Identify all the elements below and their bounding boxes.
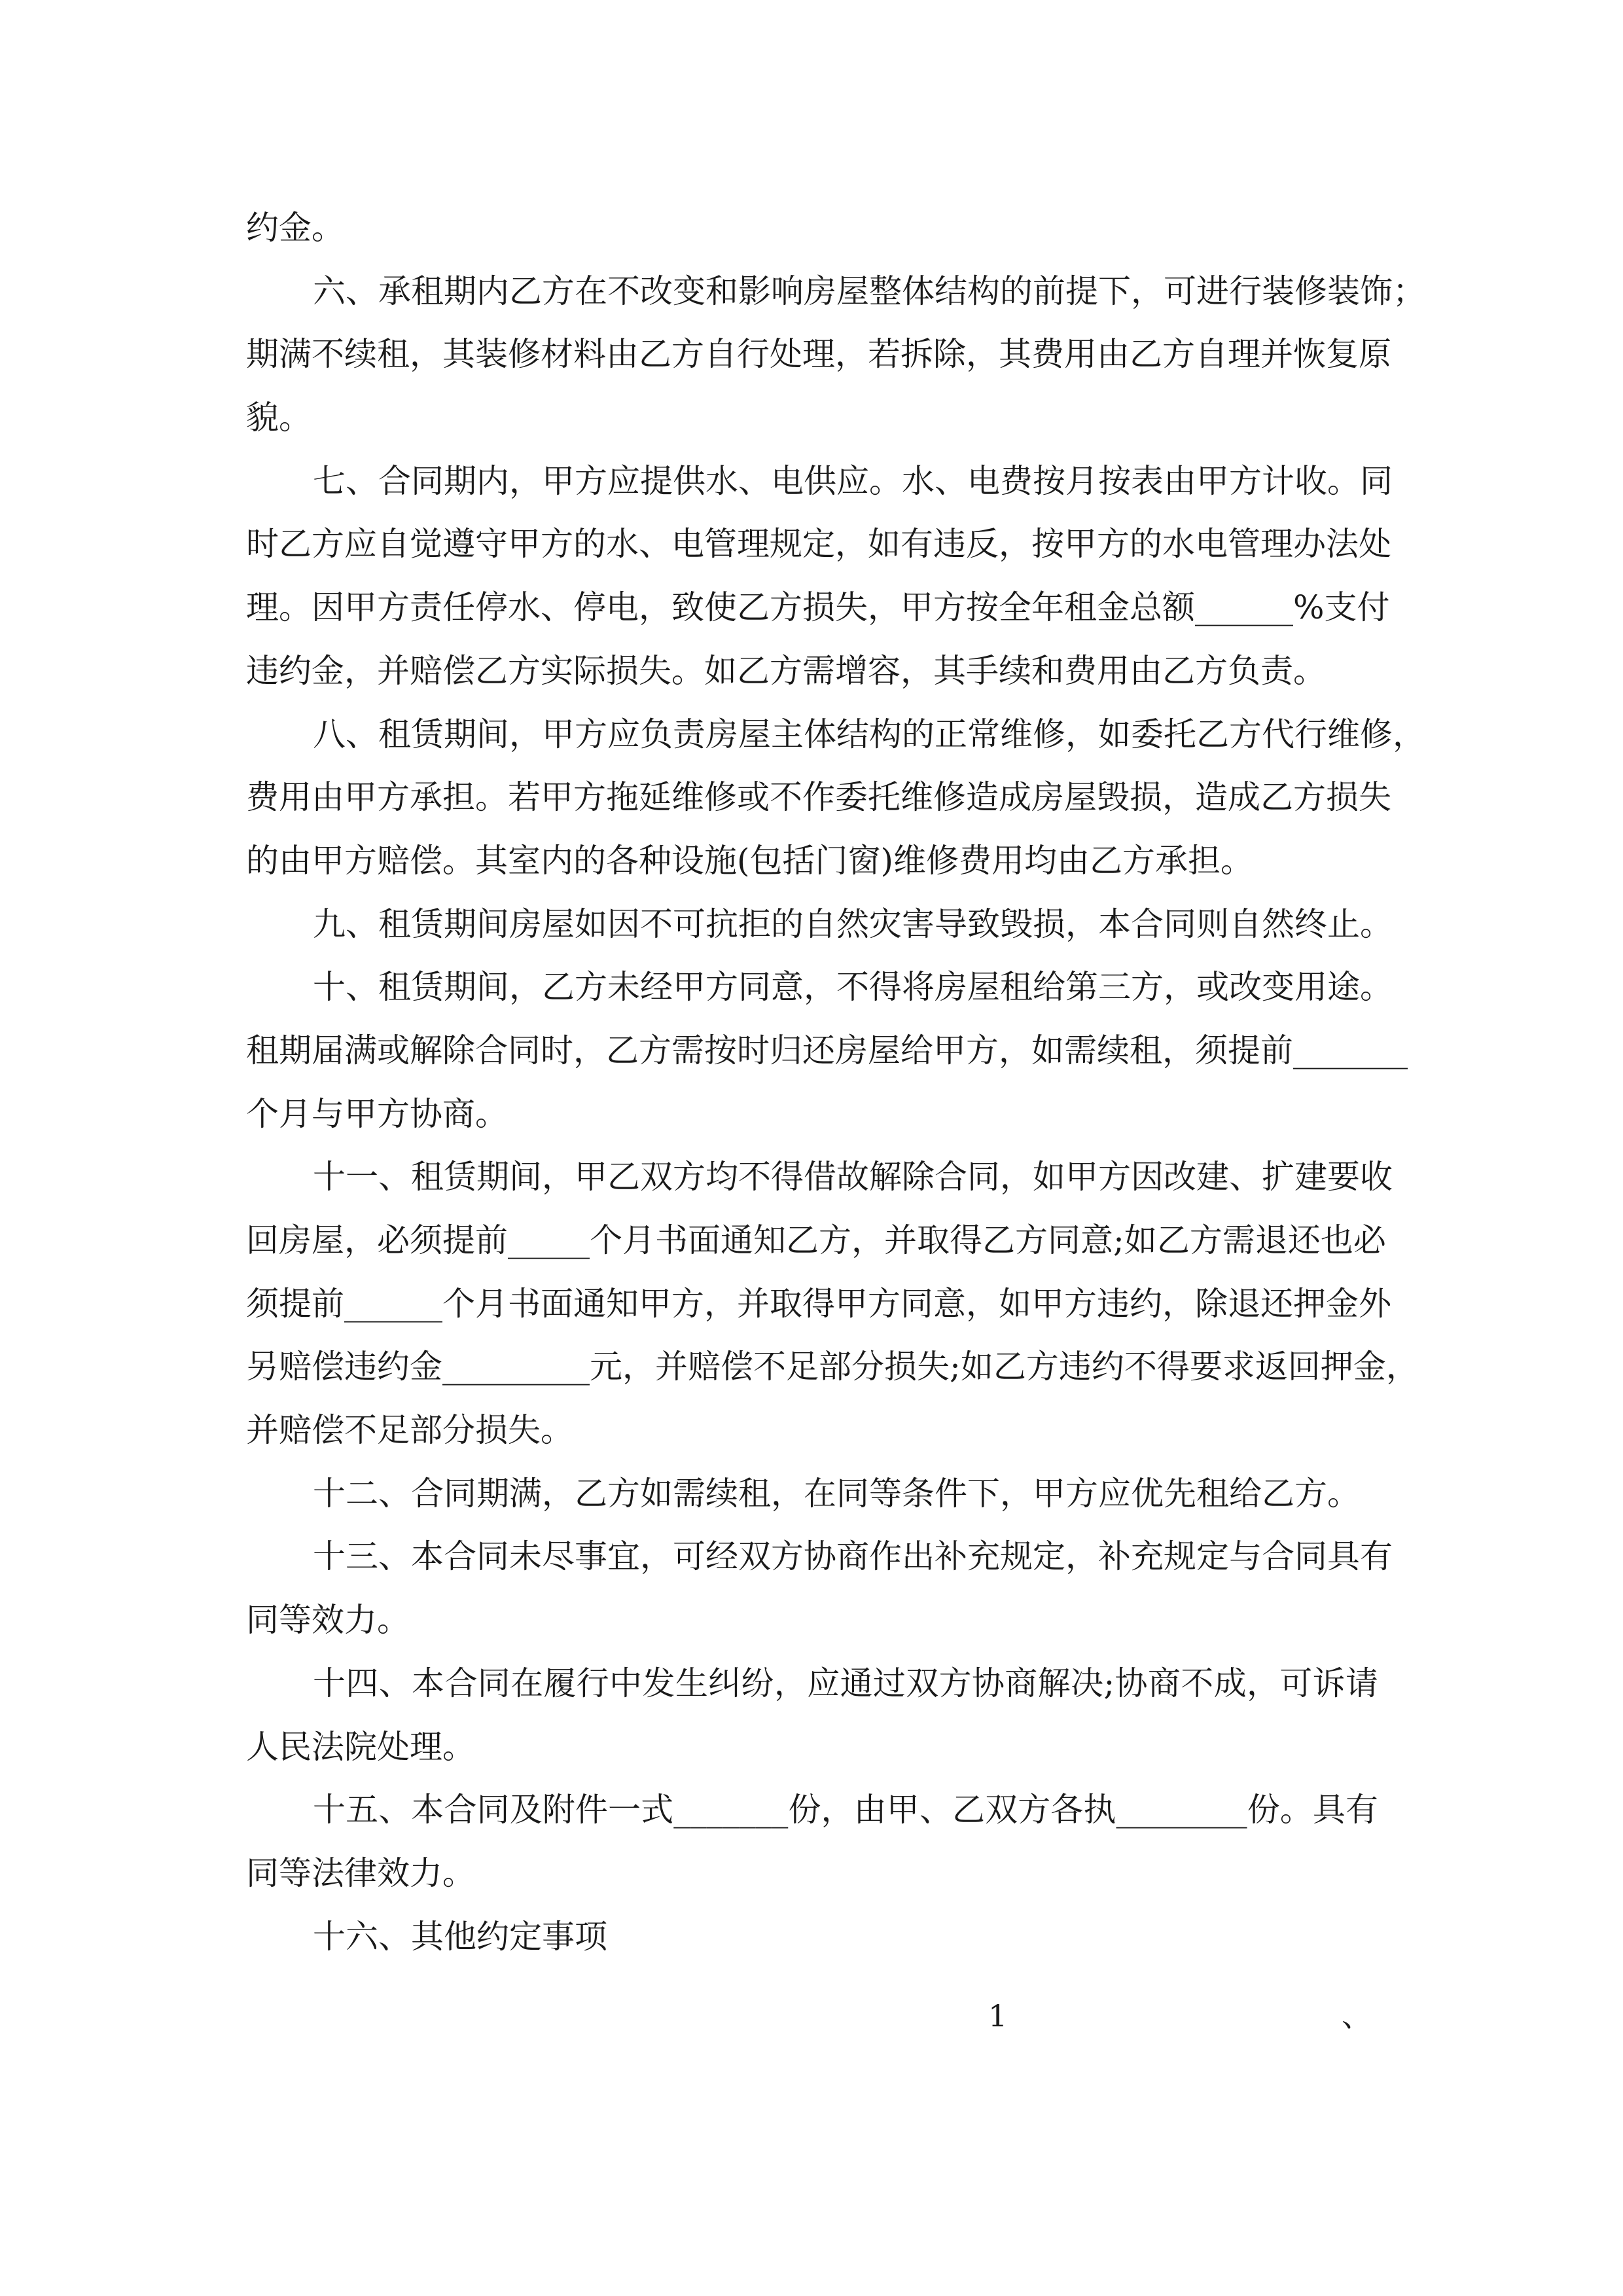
text-line: 八、租赁期间，甲方应负责房屋主体结构的正常维修，如委托乙方代行维修， (313, 715, 1425, 753)
text-line: 七、合同期内，甲方应提供水、电供应。水、电费按月按表由甲方计收。同 (313, 461, 1393, 500)
page-number: 1 (988, 1998, 1008, 2034)
text-line: 费用由甲方承担。若甲方拖延维修或不作委托维修造成房屋毁损，造成乙方损失 (246, 778, 1391, 817)
text-line: 须提前______个月书面通知甲方，并取得甲方同意，如甲方违约，除退还押金外 (246, 1284, 1391, 1323)
footer-mark: 、 (1342, 1998, 1372, 2034)
text-line: 并赔偿不足部分损失。 (246, 1411, 573, 1450)
text-line: 同等法律效力。 (246, 1854, 475, 1892)
text-line: 十四、本合同在履行中发生纠纷，应通过双方协商解决;协商不成，可诉请 (313, 1664, 1378, 1702)
text-line: 期满不续租，其装修材料由乙方自行处理，若拆除，其费用由乙方自理并恢复原 (246, 335, 1391, 374)
text-line: 理。因甲方责任停水、停电，致使乙方损失，甲方按全年租金总额______%支付 (246, 588, 1390, 627)
contract-body (246, 196, 1425, 1968)
text-line: 违约金，并赔偿乙方实际损失。如乙方需增容，其手续和费用由乙方负责。 (246, 651, 1326, 690)
text-line: 约金。 (246, 209, 344, 247)
text-line: 貌。 (246, 399, 312, 437)
text-line: 人民法院处理。 (246, 1727, 475, 1766)
text-line: 同等效力。 (246, 1601, 410, 1640)
text-line: 时乙方应自觉遵守甲方的水、电管理规定，如有违反，按甲方的水电管理办法处 (246, 525, 1391, 564)
text-line: 十六、其他约定事项 (313, 1917, 607, 1956)
text-line: 十三、本合同未尽事宜，可经双方协商作出补充规定，补充规定与合同具有 (313, 1537, 1393, 1576)
page-footer (0, 1990, 1623, 2042)
text-line: 六、承租期内乙方在不改变和影响房屋整体结构的前提下，可进行装修装饰； (313, 272, 1425, 310)
text-line: 九、租赁期间房屋如因不可抗拒的自然灾害导致毁损，本合同则自然终止。 (313, 905, 1393, 943)
text-line: 十一、租赁期间，甲乙双方均不得借故解除合同，如甲方因改建、扩建要收 (313, 1158, 1393, 1196)
text-line: 十二、合同期满，乙方如需续租，在同等条件下，甲方应优先租给乙方。 (313, 1474, 1360, 1513)
text-line: 个月与甲方协商。 (246, 1094, 508, 1133)
text-line: 回房屋，必须提前_____个月书面通知乙方，并取得乙方同意;如乙方需退还也必 (246, 1221, 1386, 1259)
text-line: 另赔偿违约金_________元，并赔偿不足部分损失;如乙方违约不得要求返回押金， (246, 1348, 1419, 1386)
text-line: 的由甲方赔偿。其室内的各种设施(包括门窗)维修费用均由乙方承担。 (246, 841, 1254, 880)
text-line: 租期届满或解除合同时，乙方需按时归还房屋给甲方，如需续租，须提前_______ (246, 1031, 1408, 1069)
text-line: 十五、本合同及附件一式_______份，由甲、乙双方各执________份。具有 (313, 1791, 1378, 1829)
text-line: 十、租赁期间，乙方未经甲方同意，不得将房屋租给第三方，或改变用途。 (313, 968, 1393, 1007)
